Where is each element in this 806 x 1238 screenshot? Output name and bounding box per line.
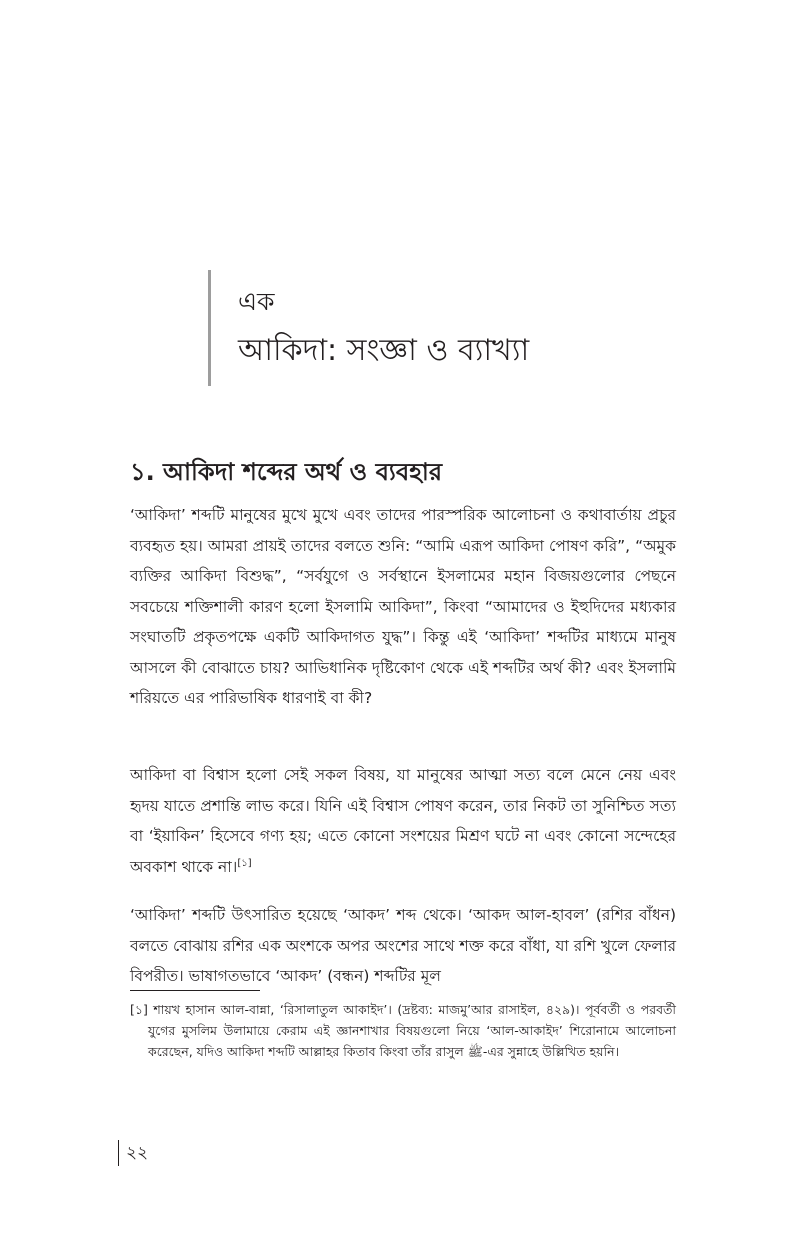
chapter-title-rule bbox=[208, 270, 211, 386]
body-paragraph-1: ‘আকিদা’ শব্দটি মানুষের মুখে মুখে এবং তাদের পারস্পরিক আলোচনা ও কথাবার্তায় প্রচুর ব্যবহৃত হয়। আমরা প্রায়ই তাদের বলতে শুনি: “আমি এরূপ আকিদা পোষণ করি”, “অমুক ব্যক্তির আকিদা বিশুদ্ধ”, “সর্বযুগে ও সর্বস্থানে ইসলামের মহান বিজয়গুলোর পেছনে সবচেয়ে শক্তিশালী কারণ হলো ইসলামি আকিদা”, কিংবা “আমাদের ও ইহুদিদের মধ্যকার সংঘাতটি প্রকৃতপক্ষে একটি আকিদাগত যুদ্ধ”। কিন্তু এই ‘আকিদা’ শব্দটির মাধ্যমে মানুষ আসলে কী বোঝাতে চায়? আভিধানিক দৃষ্টিকোণ থেকে এই শব্দটির অর্থ কী? এবং ইসলামি শরিয়তে এর পারিভাষিক ধারণাই বা কী? bbox=[130, 506, 676, 707]
footnote-reference[interactable]: [১] bbox=[237, 857, 252, 869]
body-paragraph-3: ‘আকিদা’ শব্দটি উৎসারিত হয়েছে ‘আকদ’ শব্দ থেকে। ‘আকদ আল-হাবল’ (রশির বাঁধন) বলতে বোঝায় রশির এক অংশকে অপর অংশের সাথে শক্ত করে বাঁধা, যা রশি খুলে ফেলার বিপরীত। ভাষাগতভাবে ‘আকদ’ (বন্ধন) শব্দটির মূল bbox=[130, 906, 676, 985]
chapter-title: আকিদা: সংজ্ঞা ও ব্যাখ্যা bbox=[238, 333, 530, 368]
footnote-separator bbox=[130, 990, 260, 991]
paragraph-2-text: আকিদা বা বিশ্বাস হলো সেই সকল বিষয়, যা মানুষের আত্মা সত্য বলে মেনে নেয় এবং হৃদয় যাতে প্রশান্তি লাভ করে। যিনি এই বিশ্বাস পোষণ করেন, তার নিকট তা সুনিশ্চিত সত্য বা ‘ইয়াকিন’ হিসেবে গণ্য হয়; এতে কোনো সংশয়ের মিশ্রণ ঘটে না এবং কোনো সন্দেহের অবকাশ থাকে না। bbox=[130, 766, 676, 876]
page-number: ২২ bbox=[126, 1143, 149, 1163]
chapter-number: এক bbox=[238, 287, 275, 316]
page-number-rule bbox=[118, 1140, 119, 1166]
section-heading: ১. আকিদা শব্দের অর্থ ও ব্যবহার bbox=[130, 458, 443, 486]
footnote: [১] শায়খ হাসান আল-বান্না, ‘রিসালাতুল আকাইদ’। (দ্রষ্টব্য: মাজমু’আর রাসাইল, ৪২৯)। পূর্ববর্তী ও পরবর্তী যুগের মুসলিম উলামায়ে কেরাম এই জ্ঞানশাখার বিষয়গুলো নিয়ে ‘আল-আকাইদ’ শিরোনামে আলোচনা করেছেন, যদিও আকিদা শব্দটি আল্লাহর কিতাব কিংবা তাঁর রাসুল ﷺ-এর সুন্নাহে উল্লিখিত হয়নি। bbox=[130, 1002, 676, 1059]
body-paragraph-2 bbox=[130, 760, 676, 882]
